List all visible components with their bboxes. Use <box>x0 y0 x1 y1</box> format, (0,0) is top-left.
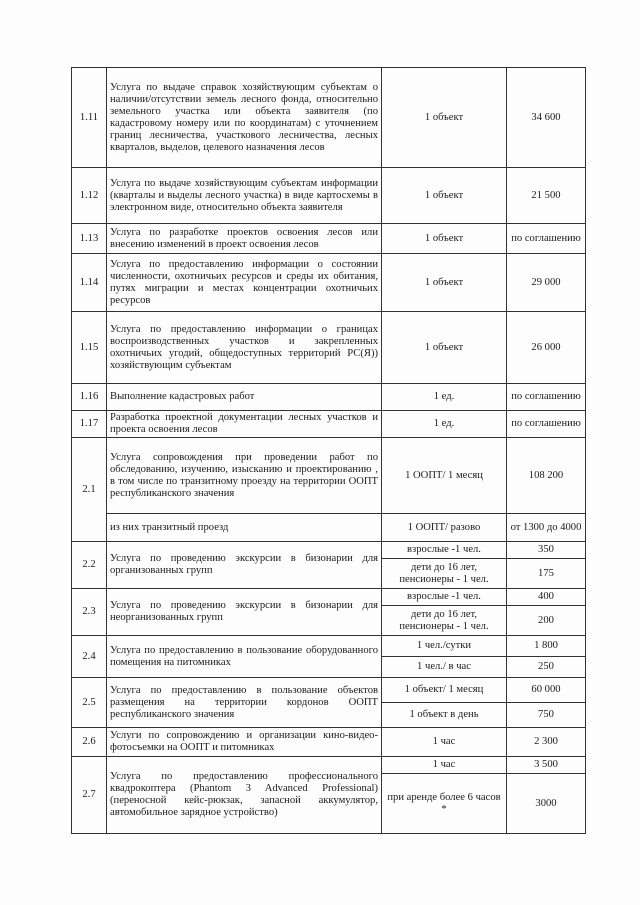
service-description: из них транзитный проезд <box>107 514 382 542</box>
unit-of-measure: 1 чел./ в час <box>382 657 507 678</box>
unit-of-measure: дети до 16 лет, пенсионеры - 1 чел. <box>382 606 507 636</box>
price: 60 000 <box>507 678 586 703</box>
service-description: Услуга по предоставлению информации о границах воспроизводственных участков и закрепленных охотничьих угодий, общедоступных территорий РС(Я)) хозяйствующим субъектам <box>107 312 382 384</box>
table-row <box>72 678 586 703</box>
table-row <box>72 438 586 514</box>
price: 175 <box>507 559 586 589</box>
unit-of-measure: 1 объект <box>382 312 507 384</box>
unit-of-measure: 1 объект <box>382 68 507 168</box>
unit-of-measure: взрослые -1 чел. <box>382 589 507 606</box>
price: 29 000 <box>507 254 586 312</box>
table-row <box>72 168 586 224</box>
price: 400 <box>507 589 586 606</box>
table-row <box>72 589 586 606</box>
unit-of-measure: 1 объект/ 1 месяц <box>382 678 507 703</box>
service-description: Услуга по разработке проектов освоения лесов или внесению изменений в проект освоения лесов <box>107 224 382 254</box>
table-row <box>72 514 586 542</box>
price: по соглашению <box>507 224 586 254</box>
unit-of-measure: 1 час <box>382 757 507 774</box>
row-number: 2.5 <box>72 678 107 728</box>
unit-of-measure: дети до 16 лет, пенсионеры - 1 чел. <box>382 559 507 589</box>
row-number: 2.3 <box>72 589 107 636</box>
table-row <box>72 312 586 384</box>
row-number: 2.2 <box>72 542 107 589</box>
service-description: Услуги по сопровождению и организации кино-видео- фотосъемки на ООПТ и питомниках <box>107 728 382 757</box>
unit-of-measure: 1 объект <box>382 168 507 224</box>
table-row <box>72 254 586 312</box>
price: 350 <box>507 542 586 559</box>
price: по соглашению <box>507 384 586 411</box>
table-row <box>72 68 586 168</box>
unit-of-measure: 1 ООПТ/ 1 месяц <box>382 438 507 514</box>
unit-of-measure: 1 ООПТ/ разово <box>382 514 507 542</box>
table-row <box>72 384 586 411</box>
row-number: 1.12 <box>72 168 107 224</box>
price: от 1300 до 4000 <box>507 514 586 542</box>
table-row <box>72 728 586 757</box>
unit-of-measure: 1 объект <box>382 224 507 254</box>
unit-of-measure: 1 объект в день <box>382 703 507 728</box>
price: 34 600 <box>507 68 586 168</box>
service-description: Услуга по предоставлению в пользование оборудованного помещения на питомниках <box>107 636 382 678</box>
unit-of-measure: 1 объект <box>382 254 507 312</box>
price: 108 200 <box>507 438 586 514</box>
service-description: Выполнение кадастровых работ <box>107 384 382 411</box>
row-number: 1.16 <box>72 384 107 411</box>
table-row <box>72 542 586 559</box>
service-description: Разработка проектной документации лесных участков и проекта освоения лесов <box>107 411 382 438</box>
row-number: 2.1 <box>72 438 107 542</box>
table-row <box>72 224 586 254</box>
service-description: Услуга сопровождения при проведении работ по обследованию, изучению, изысканию и проектированию , в том числе по транзитному проезду на территории ООПТ республиканского значения <box>107 438 382 514</box>
price: по соглашению <box>507 411 586 438</box>
row-number: 2.6 <box>72 728 107 757</box>
table-row <box>72 636 586 657</box>
service-description: Услуга по выдаче хозяйствующим субъектам информации (кварталы и выделы лесного участка) в виде картосхемы в электронном виде, относительно объекта заявителя <box>107 168 382 224</box>
price: 200 <box>507 606 586 636</box>
row-number: 1.15 <box>72 312 107 384</box>
unit-of-measure: 1 чел./сутки <box>382 636 507 657</box>
unit-of-measure: 1 час <box>382 728 507 757</box>
service-description: Услуга по предоставлению информации о состоянии численности, охотничьих ресурсов и среды их обитания, путях миграции и местах концентрации охотничьих ресурсов <box>107 254 382 312</box>
service-description: Услуга по выдаче справок хозяйствующим субъектам о наличии/отсутствии земель лесного фонда, относительно земельного участка или объекта заявителя (по кадастровому номеру или по координатам) с уточнением границ лесничества, участкового лесничества, лесных кварталов, выделов, целевого назначения лесов <box>107 68 382 168</box>
price: 1 800 <box>507 636 586 657</box>
price: 2 300 <box>507 728 586 757</box>
service-description: Услуга по проведению экскурсии в бизонарии для организованных групп <box>107 542 382 589</box>
price: 3000 <box>507 774 586 834</box>
price: 26 000 <box>507 312 586 384</box>
price: 750 <box>507 703 586 728</box>
table-row <box>72 757 586 774</box>
unit-of-measure: взрослые -1 чел. <box>382 542 507 559</box>
row-number: 1.11 <box>72 68 107 168</box>
service-description: Услуга по предоставлению профессионального квадрокоптера (Phantom 3 Advanced Professional) (переносной кейс-рюкзак, запасной аккумулятор, автомобильное зарядное устройство) <box>107 757 382 834</box>
row-number: 1.13 <box>72 224 107 254</box>
unit-of-measure: 1 ед. <box>382 384 507 411</box>
unit-of-measure: при аренде более 6 часов * <box>382 774 507 834</box>
tariff-table <box>71 67 586 834</box>
table-row <box>72 411 586 438</box>
row-number: 1.17 <box>72 411 107 438</box>
service-description: Услуга по предоставлению в пользование объектов размещения на территории кордонов ООПТ республиканского значения <box>107 678 382 728</box>
row-number: 2.4 <box>72 636 107 678</box>
price: 250 <box>507 657 586 678</box>
unit-of-measure: 1 ед. <box>382 411 507 438</box>
service-description: Услуга по проведению экскурсии в бизонарии для неорганизованных групп <box>107 589 382 636</box>
price: 3 500 <box>507 757 586 774</box>
row-number: 1.14 <box>72 254 107 312</box>
price: 21 500 <box>507 168 586 224</box>
row-number: 2.7 <box>72 757 107 834</box>
